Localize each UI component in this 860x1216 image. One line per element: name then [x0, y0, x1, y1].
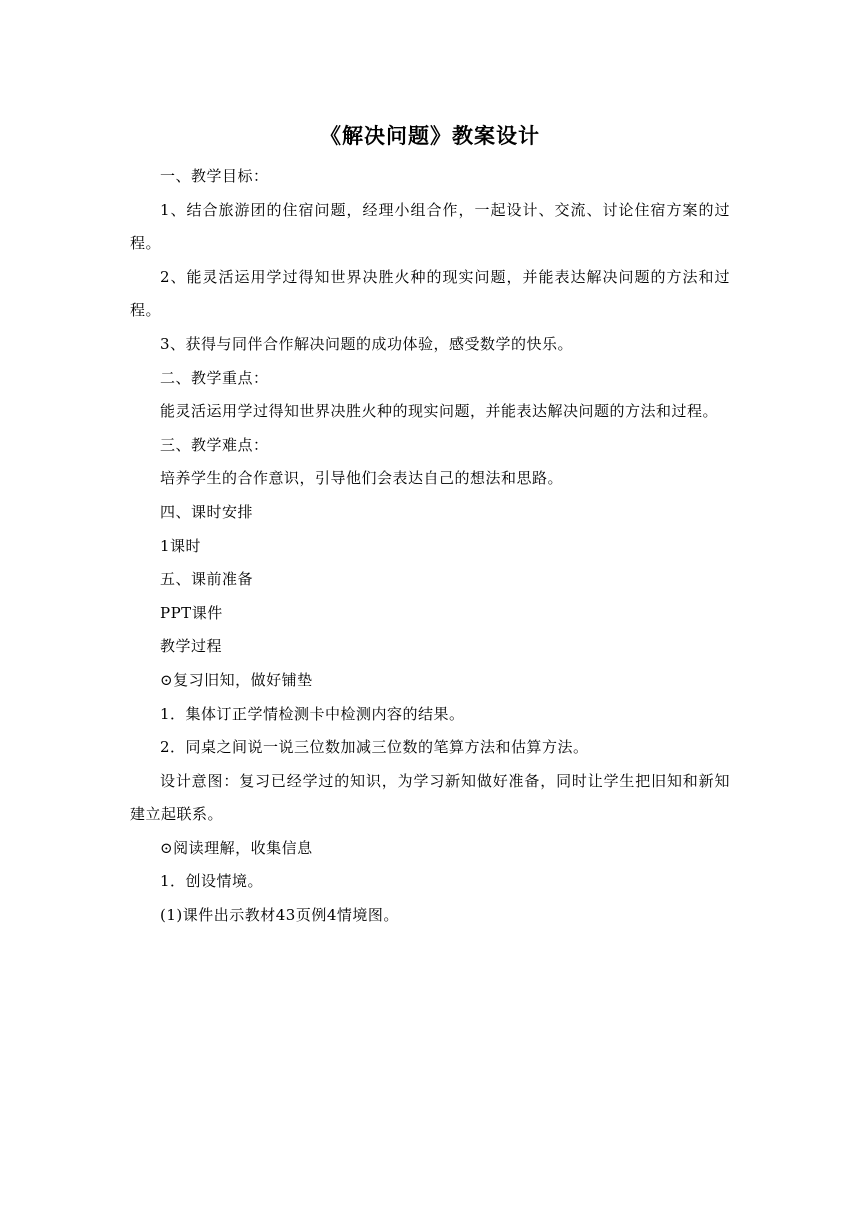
document-body [130, 160, 730, 933]
document-title: 《解决问题》教案设计 [320, 123, 540, 148]
objective-item-1: 1、结合旅游团的住宿问题，经理小组合作，一起设计、交流、讨论住宿方案的过程。 [130, 200, 730, 253]
process-step-reading: ⊙阅读理解，收集信息 [160, 838, 313, 857]
section-heading-key-points: 二、教学重点： [160, 368, 269, 387]
document-page [130, 0, 730, 1216]
schedule-text: 1课时 [160, 536, 202, 555]
objective-item-2: 2、能灵活运用学过得知世界决胜火种的现实问题，并能表达解决问题的方法和过程。 [130, 267, 730, 320]
section-heading-schedule: 四、课时安排 [160, 502, 254, 521]
difficulties-text: 培养学生的合作意识，引导他们会表达自己的想法和思路。 [160, 469, 564, 488]
objective-item-3: 3、获得与同伴合作解决问题的成功体验，感受数学的快乐。 [160, 334, 574, 353]
review-item-2: 2．同桌之间说一说三位数加减三位数的笔算方法和估算方法。 [160, 738, 589, 757]
section-heading-preparation: 五、课前准备 [160, 570, 254, 589]
preparation-text: PPT课件 [160, 603, 223, 622]
section-heading-difficulties: 三、教学难点： [160, 435, 269, 454]
section-heading-process: 教学过程 [160, 637, 223, 656]
review-item-1: 1．集体订正学情检测卡中检测内容的结果。 [160, 704, 465, 723]
design-intent-text: 设计意图：复习已经学过的知识，为学习新知做好准备，同时让学生把旧知和新知建立起联系。 [130, 771, 730, 824]
section-heading-objectives: 一、教学目标： [160, 167, 269, 185]
reading-subitem-1: (1)课件出示教材43页例4情境图。 [160, 906, 399, 925]
reading-item-1: 1．创设情境。 [160, 872, 264, 891]
key-points-text: 能灵活运用学过得知世界决胜火种的现实问题，并能表达解决问题的方法和过程。 [160, 402, 719, 421]
process-step-review: ⊙复习旧知，做好铺垫 [160, 670, 313, 689]
